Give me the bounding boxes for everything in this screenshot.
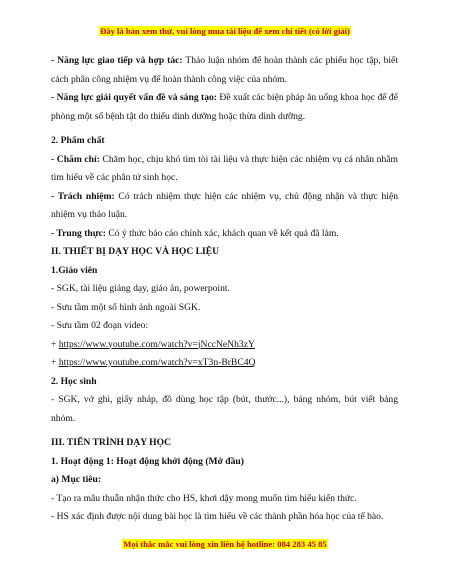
heading-muc-tieu: a) Mục tiêu: (51, 474, 102, 485)
paragraph-nang-luc-gqvd (51, 89, 398, 126)
paragraph-hoc-sinh: - SGK, vở ghi, giấy nháp, đồ dùng học tập (bút, thước...), bảng nhóm, bút viết bảng nhóm. (51, 394, 398, 424)
text-trung-thuc: Có ý thức báo cáo chính xác, khách quan về kết quả đã làm. (105, 227, 339, 239)
label-nang-luc-gqvd: - Năng lực giải quyết vấn đề và sáng tạo: (51, 92, 218, 103)
text-cham-chi: Chăm học, chịu khó tìm tòi tài liệu và thực hiện các nhiệm vụ cá nhân nhằm tìm hiểu về các phân tử sinh học. (51, 153, 398, 183)
heading-thiet-bi: II. THIẾT BỊ DẠY HỌC VÀ HỌC LIỆU (51, 246, 220, 257)
link-prefix: + (51, 338, 59, 350)
video-link-2[interactable]: https://www.youtube.com/watch?v=xT3n-BrBC4Q (58, 357, 256, 368)
text-nang-luc-giao-tiep: Thảo luận nhóm để hoàn thành các phiếu học tập, biết cách phân công nhiệm vụ để hoàn thành công việc của nhóm. (51, 55, 398, 85)
heading-hoc-sinh: 2. Học sinh (51, 375, 97, 387)
paragraph-trung-thuc (51, 225, 398, 244)
label-nang-luc-giao-tiep: - Năng lực giao tiếp và hợp tác: (51, 55, 183, 66)
paragraph-cham-chi (51, 151, 398, 188)
document-content (51, 52, 398, 527)
link-prefix: + (51, 357, 59, 368)
label-trach-nhiem: - Trách nhiệm: (51, 190, 115, 202)
video-link-1[interactable]: https://www.youtube.com/watch?v=jNccNeNh3zY (58, 338, 255, 350)
heading-hoat-dong-1: 1. Hoạt động 1: Hoạt động khởi động (Mở đầu) (51, 455, 244, 467)
list-item: - Sưu tầm 02 đoạn video: (51, 320, 149, 331)
video-link-item (51, 336, 398, 355)
video-link-item (51, 354, 398, 373)
heading-giao-vien: 1.Giáo viên (51, 264, 98, 276)
hotline-banner (0, 539, 450, 549)
hotline-banner-text: Mọi thắc mắc vui lòng xin liên hệ hotline: 084 283 45 85 (123, 539, 327, 549)
paragraph-nang-luc-giao-tiep (51, 52, 398, 89)
heading-pham-chat: 2. Phẩm chất (51, 135, 105, 146)
text-nang-luc-gqvd: Đề xuất các biện pháp ăn uống khoa học để để phòng một số bệnh tật do thiếu dinh dưỡng hoặc thừa dinh dưỡng. (51, 92, 398, 122)
paragraph-trach-nhiem (51, 188, 398, 225)
heading-tien-trinh: III. TIẾN TRÌNH DẠY HỌC (51, 437, 172, 448)
label-cham-chi: - Chăm chỉ: (51, 153, 100, 165)
list-item: - Sưu tầm một số hình ảnh ngoài SGK. (51, 301, 201, 313)
text-trach-nhiem: Có trách nhiệm thực hiện các nhiệm vụ, chủ động nhận và thực hiện nhiệm vụ thảo luận. (51, 190, 398, 220)
list-item: - SGK, tài liệu giảng dạy, giáo án, powerpoint. (51, 283, 230, 294)
list-item: - HS xác định được nội dung bài học là tìm hiểu về các thành phần hóa học của tế bào. (51, 511, 384, 522)
preview-banner-text: Đây là bản xem thử, vui lòng mua tài liệu để xem chi tiết (có lời giải) (100, 26, 350, 36)
label-trung-thuc: - Trung thực: (51, 227, 106, 239)
preview-banner (0, 26, 450, 36)
list-item: - Tạo ra mâu thuẫn nhận thức cho HS, khơi dậy mong muốn tìm hiểu kiến thức. (51, 492, 357, 504)
